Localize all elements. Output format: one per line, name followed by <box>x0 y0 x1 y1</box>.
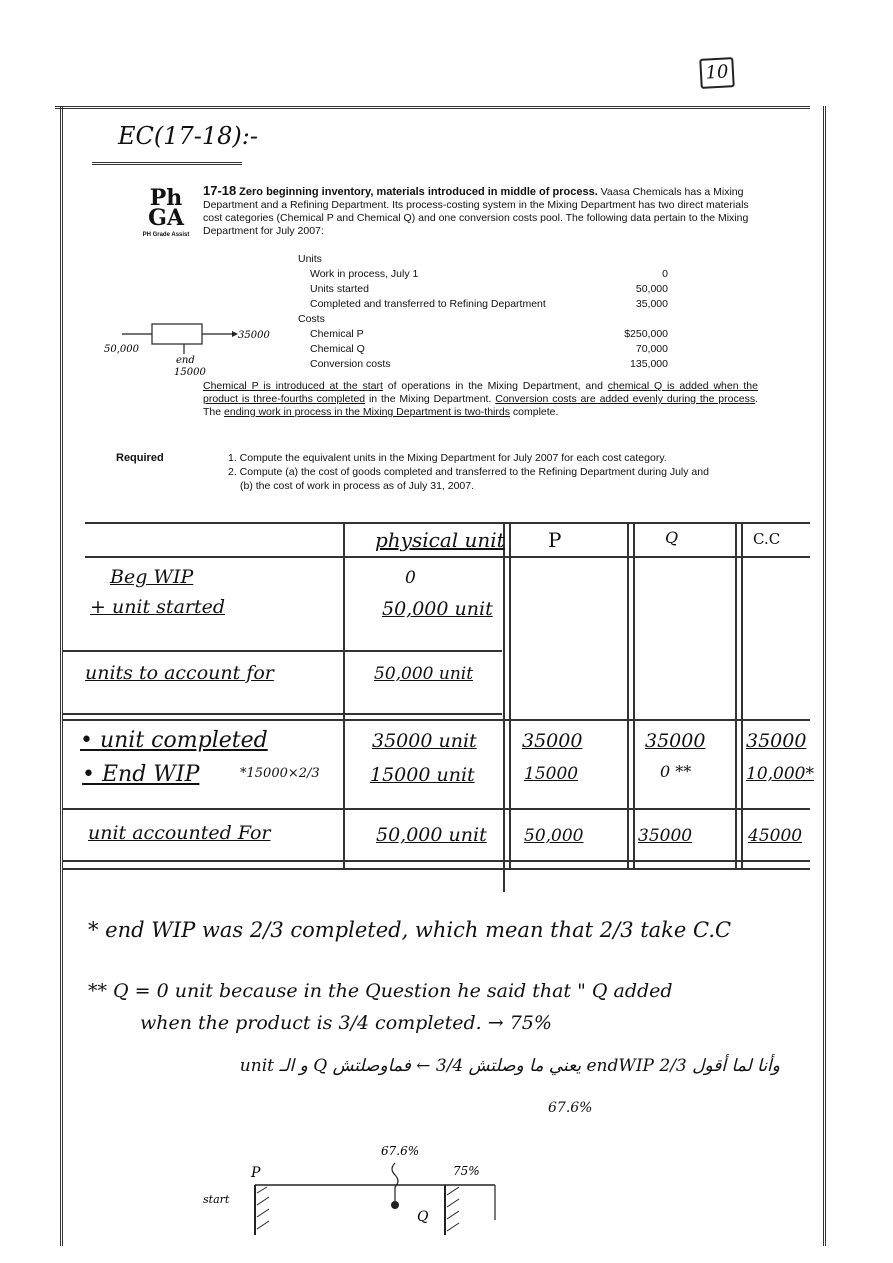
para-part: Conversion costs are added evenly during the process <box>495 393 756 405</box>
diagram-ewip-brace <box>392 1163 398 1201</box>
row-label-units-started: + unit started <box>90 596 226 618</box>
process-diagram <box>195 1135 525 1245</box>
units-row-label: Work in process, July 1 <box>310 268 419 280</box>
row-cc: 35000 <box>746 730 807 752</box>
units-row-value: 0 <box>662 268 668 280</box>
para-part: . The <box>203 393 758 418</box>
diagram-pct-ewip: 67.6% <box>381 1144 420 1158</box>
col-header-physical: physical unit <box>375 528 505 552</box>
para-part: of operations in the Mixing Department, and <box>382 380 608 392</box>
required-list <box>228 452 758 494</box>
table-bottom-sep <box>62 808 810 810</box>
problem-title: Zero beginning inventory, materials introduced in middle of process. <box>239 186 598 198</box>
diagram-start-label: start <box>203 1193 230 1206</box>
row-p: 35000 <box>522 730 583 752</box>
flow-sketch <box>104 322 274 382</box>
heading-underline <box>92 162 242 165</box>
cost-row-value: 70,000 <box>635 343 668 355</box>
diagram-hatch <box>447 1187 459 1195</box>
units-row-label: Units started <box>310 283 369 295</box>
row-physical: 50,000 unit <box>382 598 493 620</box>
note-arabic: وأنا لما أقول endWIP 2/3 يعني ما وصلتش 3/4 ← فماوصلتش Q و الـ unit <box>239 1056 780 1076</box>
sketch-output-label: 35000 <box>238 330 270 341</box>
table-col-divider <box>741 522 743 868</box>
row-label-end-wip: • End WIP <box>82 762 200 787</box>
table-mid-line-2 <box>62 719 810 721</box>
row-physical: 0 <box>405 568 416 588</box>
cost-row-label: Chemical P <box>310 328 364 340</box>
table-mid-line <box>62 713 502 715</box>
table-bottom-line <box>62 860 810 862</box>
row-physical: 50,000 unit <box>374 664 474 684</box>
col-header-p: P <box>548 528 562 552</box>
diagram-hatch <box>447 1199 459 1207</box>
row-cc: 10,000* <box>746 764 814 784</box>
row-physical: 50,000 unit <box>376 824 487 846</box>
para-part: Chemical P is introduced at the start <box>203 380 383 392</box>
row-p: 15000 <box>524 764 579 784</box>
para-part: in the Mixing Department. <box>365 393 496 405</box>
cost-row-label: Conversion costs <box>310 358 391 370</box>
table-col-divider <box>343 522 345 868</box>
problem-number: 17-18 <box>203 183 237 198</box>
row-physical: 15000 unit <box>370 764 475 786</box>
row-label-unit-completed: • unit completed <box>80 728 268 753</box>
required-item: (b) the cost of work in process as of July 31, 2007. <box>240 480 475 492</box>
row-note-end-wip: *15000×2/3 <box>240 766 320 781</box>
diagram-hatch <box>447 1223 459 1231</box>
problem-paragraph <box>203 380 758 419</box>
data-table-printed <box>298 252 668 372</box>
table-top-line <box>85 522 810 524</box>
row-label-unit-accounted: unit accounted For <box>88 822 271 844</box>
cost-row-label: Chemical Q <box>310 343 365 355</box>
required-item: 1. Compute the equivalent units in the Mixing Department for July 2007 for each cost category. <box>228 452 667 464</box>
note-q-zero-line1: ** Q = 0 unit because in the Question he said that " Q added <box>88 980 673 1002</box>
sketch-process-box <box>152 324 202 344</box>
table-bottom-line-2 <box>62 868 810 870</box>
units-row-value: 35,000 <box>635 298 668 310</box>
diagram-hatch <box>257 1209 269 1217</box>
required-label: Required <box>116 452 164 464</box>
logo-caption: PH Grade Assist <box>142 232 190 238</box>
col-header-q: Q <box>665 528 679 547</box>
sketch-end-value: 15000 <box>174 367 206 378</box>
logo-mark-top: Ph <box>149 185 183 211</box>
units-row-value: 50,000 <box>635 283 668 295</box>
row-cc: 45000 <box>748 826 803 846</box>
sketch-end-label: end <box>176 355 195 366</box>
problem-body: Vaasa Chemicals has a Mixing Department and a Refining Department. Its process-costing system in the Mixing Department has two direct materials cost categories (Chemical P and Chemical Q) and one conversion costs pool. The following data pertain to the Mixing Department for July 2007: <box>203 186 749 237</box>
units-row-label: Completed and transferred to Refining Department <box>310 298 546 310</box>
cost-row-value: $250,000 <box>624 328 668 340</box>
table-col-divider <box>509 522 511 868</box>
note-percent-a: 67.6% <box>548 1100 593 1116</box>
problem-statement <box>203 184 758 238</box>
cost-row-value: 135,000 <box>630 358 668 370</box>
table-col-divider <box>735 522 737 868</box>
row-q: 0 ** <box>660 762 692 781</box>
diagram-hatch <box>257 1197 269 1205</box>
page-number-box: 10 <box>699 57 735 89</box>
diagram-q-label: Q <box>417 1209 429 1225</box>
row-q: 35000 <box>645 730 706 752</box>
diagram-ewip-point <box>391 1201 399 1209</box>
note-end-wip: * end WIP was 2/3 completed, which mean that 2/3 take C.C <box>88 918 732 942</box>
row-q: 35000 <box>638 826 693 846</box>
note-q-zero-line2: when the product is 3/4 completed. → 75% <box>140 1012 552 1034</box>
table-col-divider <box>503 522 505 892</box>
diagram-hatch <box>257 1187 267 1193</box>
publisher-logo <box>140 185 192 238</box>
diagram-hatch <box>257 1221 269 1229</box>
row-label-units-to-account: units to account for <box>85 662 274 684</box>
logo-mark-bottom: GA <box>148 205 184 231</box>
costs-label: Costs <box>298 313 325 325</box>
row-p: 50,000 <box>524 826 584 846</box>
col-header-cc: C.C <box>753 530 781 548</box>
diagram-hatch <box>447 1211 459 1219</box>
row-physical: 35000 unit <box>372 730 477 752</box>
table-subtotal-line <box>62 650 502 652</box>
para-part: ending work in process in the Mixing Department is two-thirds <box>224 406 510 418</box>
table-header-line <box>85 556 810 558</box>
diagram-pct-q: 75% <box>453 1164 480 1178</box>
para-part: complete. <box>509 406 559 418</box>
table-col-divider <box>633 522 635 868</box>
sketch-input-label: 50,000 <box>104 344 139 355</box>
para-part: chemical Q is added when the product is three-fourths completed <box>203 380 758 405</box>
units-label: Units <box>298 253 322 265</box>
required-item: 2. Compute (a) the cost of goods completed and transferred to the Refining Department during July and <box>228 466 709 478</box>
diagram-p-label: P <box>251 1165 261 1181</box>
exercise-heading: EC(17-18):- <box>118 122 258 150</box>
row-label-beg-wip: Beg WIP <box>110 566 194 588</box>
table-col-divider <box>627 522 629 868</box>
